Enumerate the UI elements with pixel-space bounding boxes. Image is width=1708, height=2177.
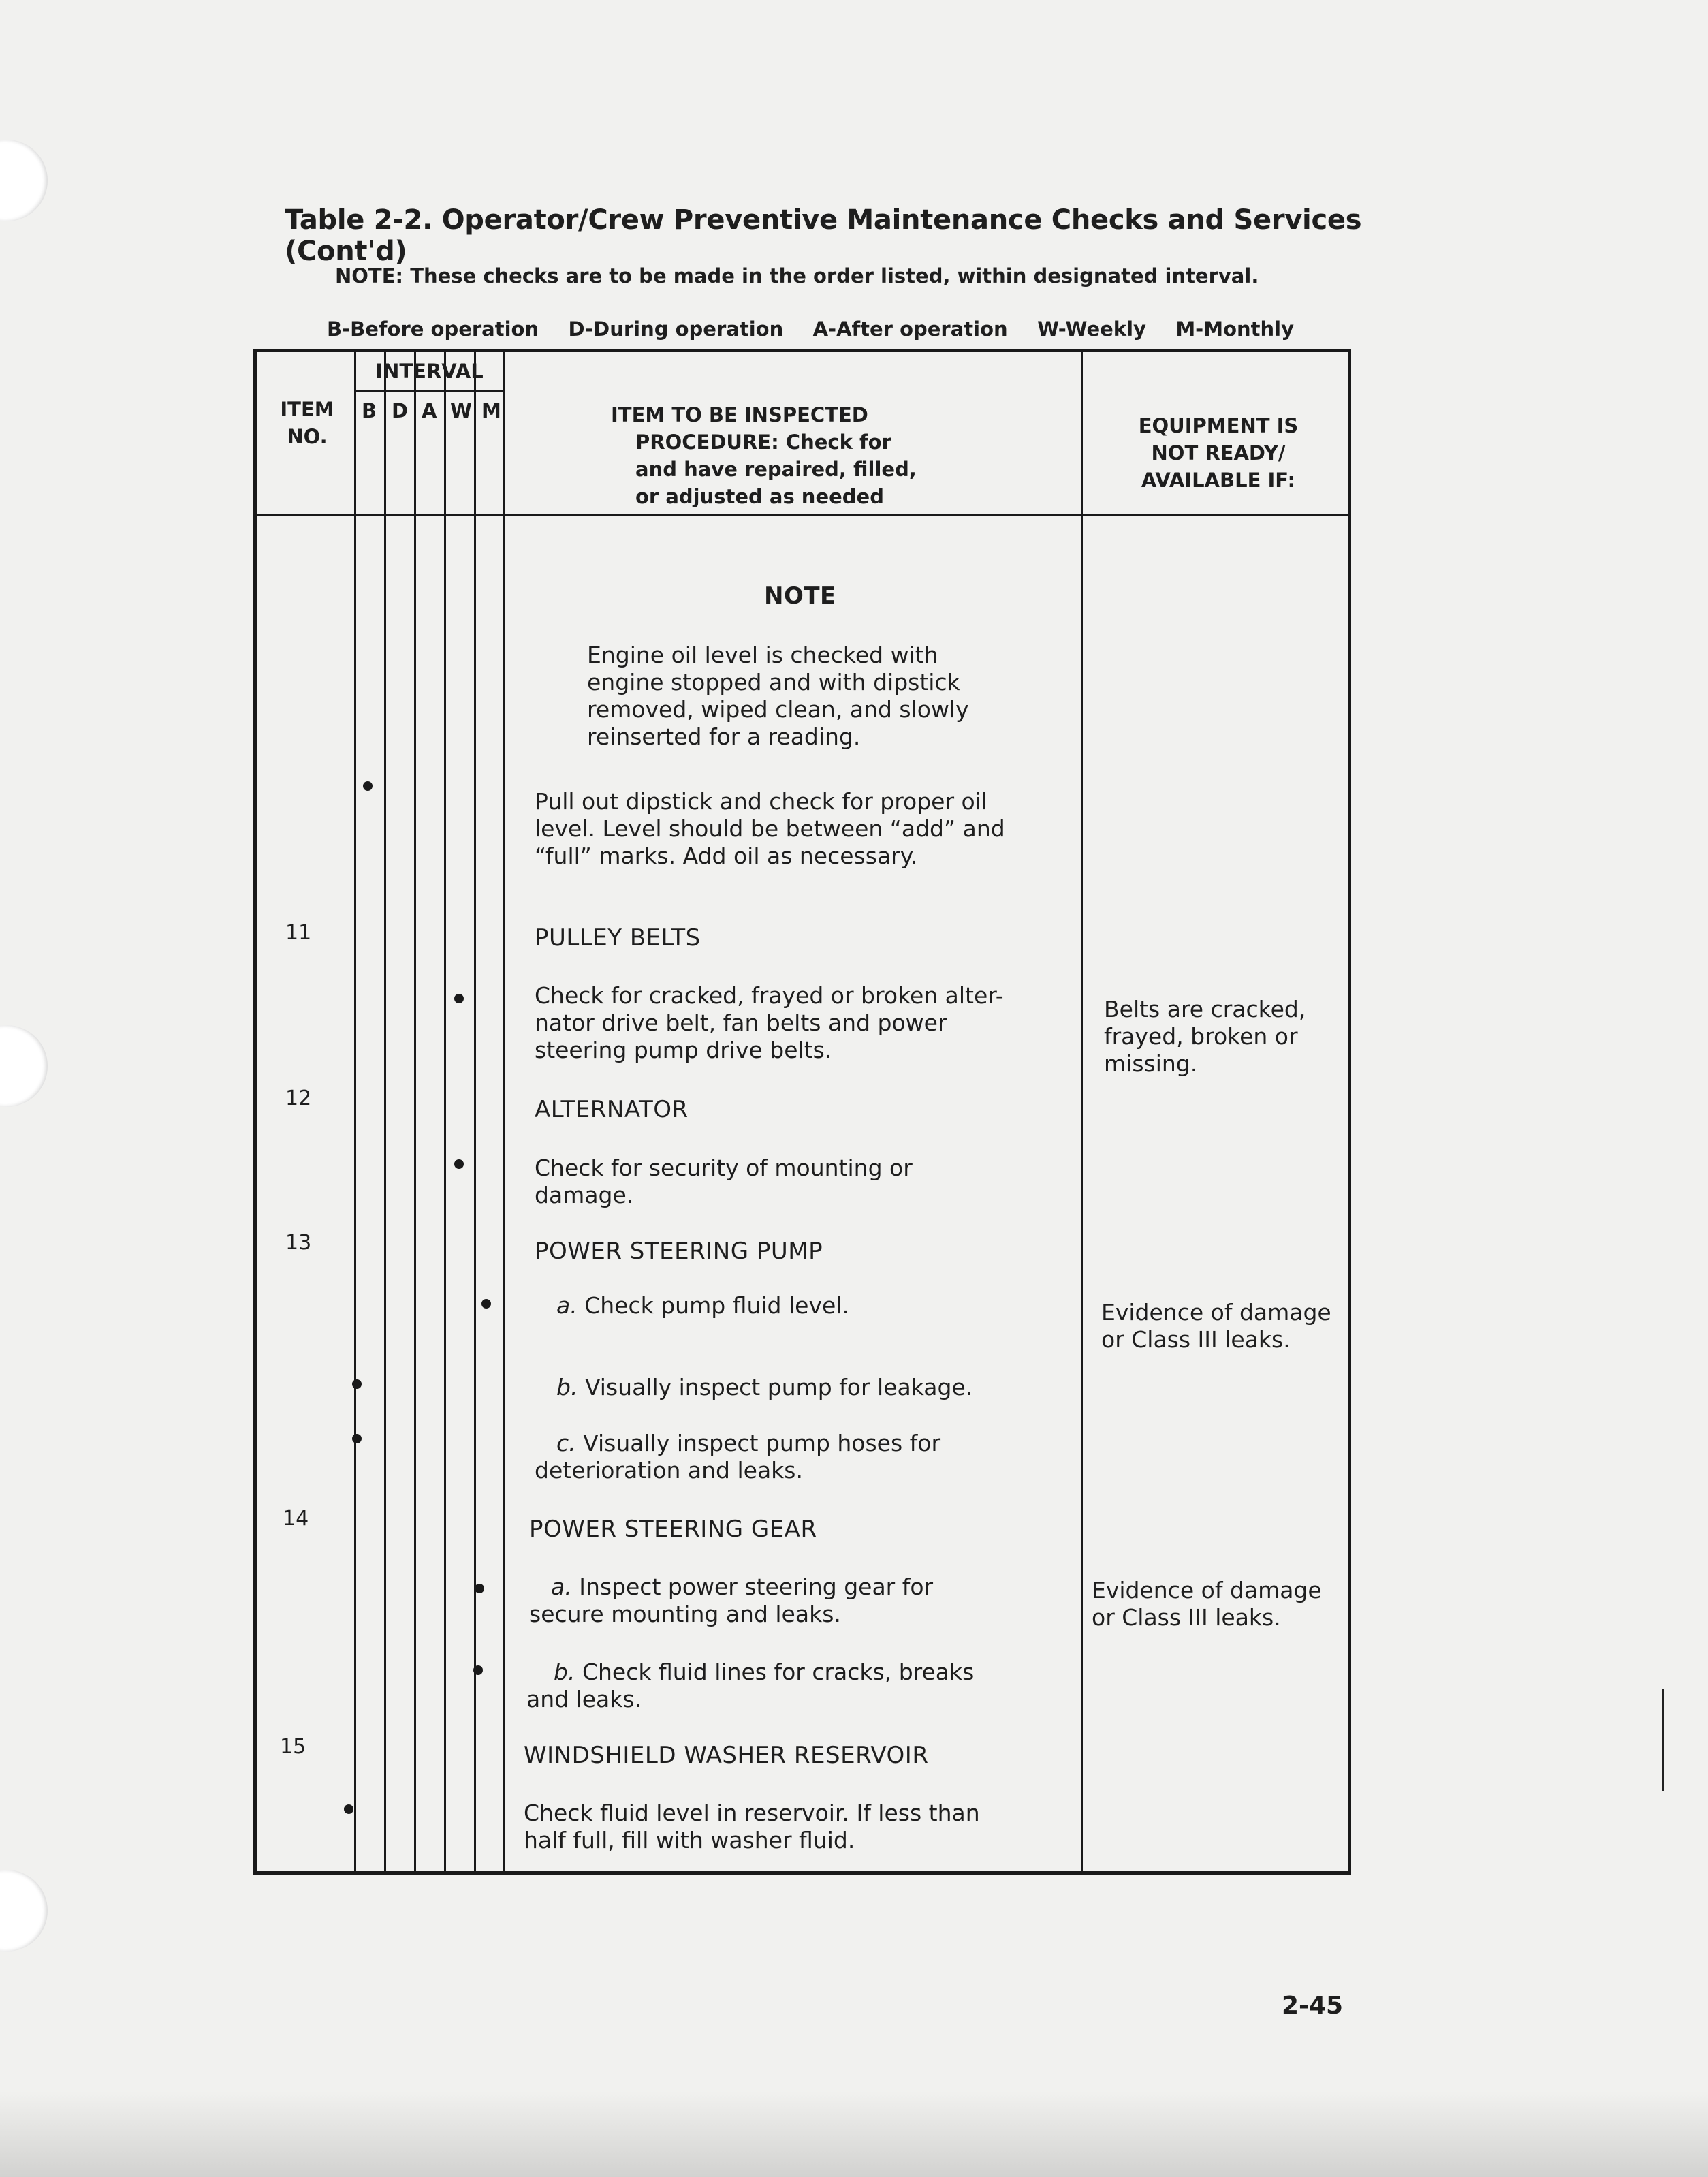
- item-no-header: ITEM NO.: [280, 398, 334, 448]
- inspect-header: ITEM TO BE INSPECTED PROCEDURE: Check for and have repaired, filled, or adjusted as needed: [611, 403, 917, 508]
- item-step-c: c. Visually inspect pump hoses for deterioration and leaks.: [535, 1430, 941, 1484]
- interval-dot-m: [481, 1299, 491, 1309]
- interval-header: INTERVAL: [375, 360, 484, 383]
- punch-hole-top: [0, 140, 48, 221]
- item-step-b: b. Visually inspect pump for leakage.: [556, 1374, 973, 1400]
- interval-dot-m: [475, 1584, 484, 1593]
- item-number: 14: [283, 1507, 309, 1531]
- item-step-a: a. Inspect power steering gear for secure mounting and leaks.: [529, 1573, 934, 1627]
- interval-dot-m: [473, 1665, 483, 1675]
- oil-check-procedure: Pull out dipstick and check for proper oil level. Level should be between “add” and “full” marks. Add oil as necessary.: [535, 788, 1005, 869]
- margin-mark: [1662, 1689, 1664, 1791]
- item-heading: WINDSHIELD WASHER RESERVOIR: [524, 1742, 929, 1769]
- page-number: 2-45: [1282, 1992, 1344, 2020]
- legend-monthly: M-Monthly: [1175, 317, 1294, 341]
- col-divider-m: [503, 352, 505, 1871]
- interval-dot-w: [454, 994, 464, 1003]
- punch-hole-middle: [0, 1025, 48, 1107]
- interval-dot-w: [454, 1159, 464, 1169]
- not-ready-criteria: Belts are cracked, frayed, broken or missing.: [1104, 996, 1306, 1077]
- item-heading: POWER STEERING GEAR: [529, 1516, 817, 1543]
- interval-code-d: D: [392, 399, 409, 422]
- col-divider-d: [414, 352, 416, 1871]
- item-step-b: b. Check fluid lines for cracks, breaks and leaks.: [526, 1659, 975, 1712]
- punch-hole-bottom: [0, 1870, 48, 1952]
- item-heading: PULLEY BELTS: [535, 924, 701, 952]
- order-note: NOTE: These checks are to be made in the order listed, within designated interval.: [335, 264, 1259, 287]
- header-bottom-rule: [257, 514, 1348, 516]
- pmcs-table: [253, 349, 1351, 1875]
- item-number: 11: [285, 921, 312, 945]
- item-procedure: Check fluid level in reservoir. If less than half full, fill with washer fluid.: [524, 1800, 980, 1853]
- col-divider-equipment: [1081, 352, 1083, 1871]
- col-divider-w: [474, 352, 476, 1871]
- equipment-header: EQUIPMENT IS NOT READY/ AVAILABLE IF:: [1138, 414, 1299, 492]
- item-number: 13: [285, 1231, 312, 1255]
- scan-shadow: [0, 2091, 1708, 2177]
- item-number: 12: [285, 1086, 312, 1110]
- interval-header-rule: [354, 390, 505, 392]
- not-ready-criteria: Evidence of damage or Class III leaks.: [1101, 1299, 1331, 1353]
- item-step-a: a. Check pump fluid level.: [556, 1292, 849, 1319]
- interval-code-m: M: [481, 399, 501, 422]
- item-procedure: Check for security of mounting or damage.: [535, 1155, 913, 1208]
- item-heading: POWER STEERING PUMP: [535, 1238, 823, 1265]
- interval-code-b: B: [362, 399, 377, 422]
- interval-legend: [327, 317, 1294, 341]
- col-divider-item: [354, 352, 356, 1871]
- not-ready-criteria: Evidence of damage or Class III leaks.: [1092, 1577, 1322, 1631]
- note-heading: NOTE: [764, 582, 836, 610]
- interval-code-a: A: [422, 399, 437, 422]
- engine-oil-note: Engine oil level is checked with engine stopped and with dipstick removed, wiped clean, and slowly reinserted for a reading.: [587, 642, 969, 750]
- interval-code-w: W: [450, 399, 472, 422]
- item-procedure: Check for cracked, frayed or broken alter- nator drive belt, fan belts and power steering pump drive belts.: [535, 982, 1004, 1063]
- item-number: 15: [280, 1735, 306, 1759]
- legend-before: B-Before operation: [327, 317, 539, 341]
- interval-dot-b: [352, 1434, 362, 1443]
- col-divider-b: [384, 352, 386, 1871]
- col-divider-a: [444, 352, 446, 1871]
- item-heading: ALTERNATOR: [535, 1096, 689, 1123]
- interval-dot-b: [352, 1379, 362, 1389]
- legend-weekly: W-Weekly: [1037, 317, 1146, 341]
- page-title: Table 2-2. Operator/Crew Preventive Maintenance Checks and Services (Cont'd): [285, 204, 1362, 267]
- interval-dot-b: [344, 1804, 353, 1814]
- legend-during: D-During operation: [568, 317, 784, 341]
- legend-after: A-After operation: [812, 317, 1008, 341]
- interval-dot-b: [363, 781, 373, 791]
